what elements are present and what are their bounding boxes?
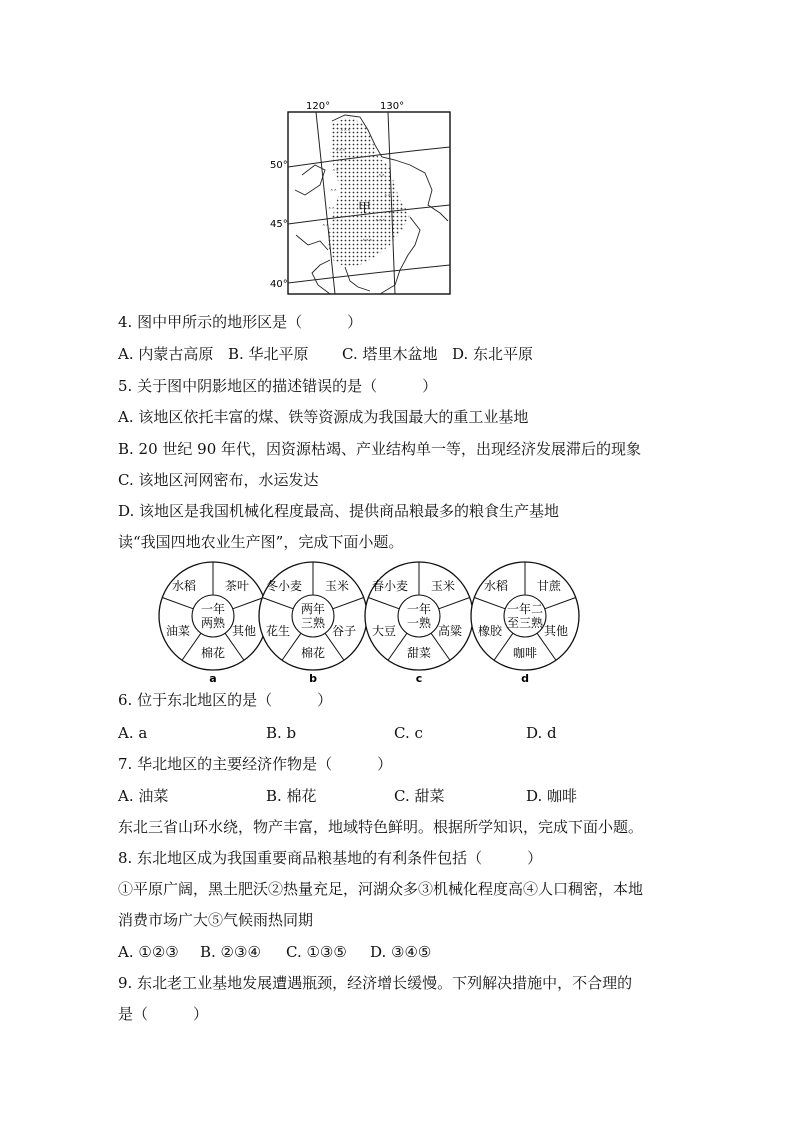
wheel-segment-label: 谷子 [331, 624, 357, 638]
svg-text:ˆˆˆ: ˆˆˆ [375, 219, 386, 227]
svg-text:ˆˆ: ˆˆ [330, 189, 337, 197]
q7-stem: 7. 华北地区的主要经济作物是（ ） [118, 755, 393, 773]
q4-option-a[interactable]: A. 内蒙古高原 [118, 345, 214, 363]
q5-option-a[interactable]: A. 该地区依托丰富的煤、铁等资源成为我国最大的重工业基地 [118, 408, 529, 426]
wheel-segment-label: 橡胶 [477, 624, 503, 638]
wheel-d [471, 562, 579, 685]
q7-option-b[interactable]: B. 棉花 [266, 787, 317, 805]
q9-stem-line2: 是（ ） [118, 1005, 209, 1023]
q8-conditions-line2: 消费市场广大⑤气候雨热同期 [118, 911, 314, 929]
q5-option-d[interactable]: D. 该地区是我国机械化程度最高、提供商品粮最多的粮食生产基地 [118, 502, 560, 520]
wheel-letter-label: c [415, 672, 423, 685]
q8-option-a[interactable]: A. ①②③ [118, 943, 179, 961]
wheel-segment-label: 水稻 [171, 579, 197, 593]
wheel-letter-label: a [209, 672, 217, 685]
q8-option-d[interactable]: D. ③④⑤ [370, 943, 432, 961]
q6-option-a[interactable]: A. a [118, 724, 148, 742]
wheel-segment-label: 棉花 [200, 646, 226, 660]
wheel-b [259, 562, 367, 685]
wheel-segment-label: 其他 [543, 624, 569, 638]
wheel-segment-label: 冬小麦 [265, 579, 303, 593]
wheel-segment-label: 春小麦 [371, 579, 409, 593]
svg-text:ˆˆˆ: ˆˆˆ [362, 239, 373, 247]
wheel-center-label: 一年二 [506, 602, 544, 616]
lat-label-50: 50° [270, 160, 288, 171]
svg-text:ˆˆ: ˆˆ [328, 207, 335, 215]
wheel-center-label: 两年 [300, 602, 326, 616]
svg-text:ˆˆ: ˆˆ [332, 169, 339, 177]
q5-option-c[interactable]: C. 该地区河网密布，水运发达 [118, 471, 319, 489]
q5-stem: 5. 关于图中阴影地区的描述错误的是（ ） [118, 377, 438, 395]
q6-option-d[interactable]: D. d [526, 724, 557, 742]
q7-option-a[interactable]: A. 油菜 [118, 787, 169, 805]
wheel-a [159, 562, 267, 685]
svg-text:ˆˆˆ: ˆˆˆ [335, 149, 346, 157]
q4-stem: 4. 图中甲所示的地形区是（ ） [118, 313, 363, 331]
agriculture-wheels [0, 558, 794, 688]
wheel-segment-label: 玉米 [430, 579, 456, 593]
wheel-segment-label: 大豆 [371, 624, 397, 638]
q8-stem: 8. 东北地区成为我国重要商品粮基地的有利条件包括（ ） [118, 849, 543, 867]
wheel-segment-label: 玉米 [324, 579, 350, 593]
q4-option-b[interactable]: B. 华北平原 [228, 345, 309, 363]
wheel-center-label: 一年 [406, 602, 432, 616]
region-label-jia: 甲 [358, 201, 372, 216]
wheel-segment-label: 茶叶 [224, 579, 250, 593]
q7-option-d[interactable]: D. 咖啡 [526, 787, 578, 805]
wheel-segment-label: 甘蔗 [536, 579, 562, 593]
wheel-center-label: 至三熟 [506, 616, 544, 630]
lon-label-130: 130° [380, 101, 405, 112]
q8-option-b[interactable]: B. ②③④ [200, 943, 261, 961]
wheel-segment-label: 花生 [265, 624, 291, 638]
q6-option-b[interactable]: B. b [266, 724, 297, 742]
svg-text:ˆˆˆ: ˆˆˆ [340, 129, 351, 137]
northeast-intro: 东北三省山环水绕，物产丰富，地域特色鲜明。根据所学知识，完成下面小题。 [118, 818, 644, 836]
lat-label-40: 40° [270, 279, 288, 290]
q4-option-d[interactable]: D. 东北平原 [452, 345, 534, 363]
wheel-letter-label: b [309, 672, 317, 685]
wheel-segment-label: 甜菜 [406, 646, 432, 660]
wheel-segment-label: 其他 [231, 624, 257, 638]
svg-text:ˆˆ: ˆˆ [322, 224, 329, 232]
lon-label-120: 120° [306, 101, 331, 112]
wheel-center-label: 三熟 [300, 616, 326, 630]
q8-option-c[interactable]: C. ①③⑤ [286, 943, 347, 961]
q5-option-b[interactable]: B. 20 世纪 90 年代，因资源枯竭、产业结构单一等，出现经济发展滞后的现象 [118, 440, 642, 458]
wheel-segment-label: 高粱 [437, 624, 463, 638]
wheel-segment-label: 咖啡 [512, 646, 538, 660]
q9-stem-line1: 9. 东北老工业基地发展遭遇瓶颈，经济增长缓慢。下列解决措施中，不合理的 [118, 974, 633, 992]
q4-option-c[interactable]: C. 塔里木盆地 [342, 345, 438, 363]
q6-option-c[interactable]: C. c [394, 724, 423, 742]
q6-stem: 6. 位于东北地区的是（ ） [118, 691, 333, 709]
svg-text:ˆˆ: ˆˆ [378, 174, 385, 182]
wheel-segment-label: 油菜 [165, 624, 191, 638]
svg-text:ˆˆ: ˆˆ [384, 194, 391, 202]
agri-intro: 读“我国四地农业生产图”，完成下面小题。 [118, 533, 404, 551]
wheel-center-label: 一熟 [406, 616, 432, 630]
wheel-center-label: 一年 [200, 602, 226, 616]
wheel-center-label: 两熟 [200, 616, 226, 630]
q8-conditions-line1: ①平原广阔，黑土肥沃②热量充足，河湖众多③机械化程度高④人口稠密，本地 [118, 880, 644, 898]
wheel-c [365, 562, 473, 685]
wheel-segment-label: 棉花 [300, 646, 326, 660]
q7-option-c[interactable]: C. 甜菜 [394, 787, 445, 805]
lat-label-45: 45° [270, 219, 288, 230]
wheel-letter-label: d [521, 672, 529, 685]
wheel-segment-label: 水稻 [483, 579, 509, 593]
